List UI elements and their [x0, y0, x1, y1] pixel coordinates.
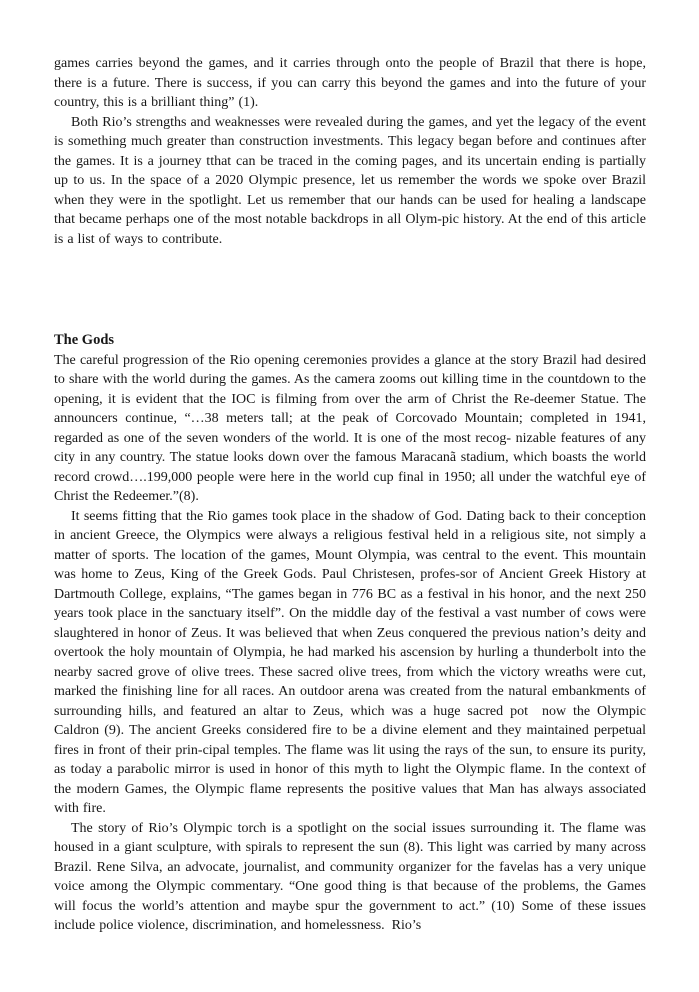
section-spacer	[54, 249, 646, 331]
paragraph-olympic-torch: The story of Rio’s Olympic torch is a spotlight on the social issues surrounding it. The flame was housed in a giant sculpture, with spirals to represent the sun (8). This light was carried by many across Brazil. Rene Silva, an advocate, journalist, and community organizer for the favelas has a very unique voice among the Olympic commentary. “One good thing is that because of the problems, the Games will focus the world’s attention and maybe spur the government to act.” (10) Some of these issues include police violence, discrimination, and homelessness. Rio’s	[54, 820, 646, 933]
paragraph-ancient-greece: It seems fitting that the Rio games took place in the shadow of God. Dating back to their conception in ancient Greece, the Olympics were always a religious festival held in a religious site, not simply a matter of sports. The location of the games, Mount Olympia, was central to the event. This mountain was home to Zeus, King of the Greek Gods. Paul Christesen, profes-sor of Ancient Greek History at Dartmouth College, explains, “The games began in 776 BC as a festival in his honor, and the next 250 years took place in the sanctuary itself”. On the middle day of the festival a vast number of cows were slaughtered in honor of Zeus. It was believed that when Zeus conquered the previous nation’s deity and overtook the holy mountain of Olympia, he had marked his ascension by hurling a thunderbolt into the nearby sacred grove of olive trees. These sacred olive trees, from which the victory wreaths were cut, marked the finishing line for all races. An outdoor arena was created from the natural embankments of surrounding hills, and featured an altar to Zeus, which was a huge sacred pot now the Olympic Caldron (9). The ancient Greeks considered fire to be a divine element and they maintained perpetual fires in front of their prin-cipal temples. The flame was lit using the rays of the sun, to ensure its purity, as today a parabolic mirror is used in honor of this myth to light the Olympic flame. In the context of the modern Games, the Olympic flame represents the positive values that Man has always associated with fire.	[54, 508, 646, 816]
paragraph-intro-continuation: games carries beyond the games, and it carries through onto the people of Brazil that there is hope, there is a future. There is success, if you can carry this beyond the games and into the future of your country, this is a brilliant thing” (1).	[54, 56, 646, 110]
paragraph-legacy: Both Rio’s strengths and weaknesses were revealed during the games, and yet the legacy of the event is something much greater than construction investments. This legacy began before and continues after the games. It is a journey tthat can be traced in the coming pages, and its uncertain ending is partially up to us. In the space of a 2020 Olympic presence, let us remember the words we spoke over Brazil when they were in the spotlight. Let us remember that our hands can be used for healing a landscape that became perhaps one of the most notable backdrops in all Olym-pic history. At the end of this article is a list of ways to contribute.	[54, 114, 646, 247]
paragraph-opening-ceremonies: The careful progression of the Rio opening ceremonies provides a glance at the story Brazil had desired to share with the world during the games. As the camera zooms out killing time in the countdown to the opening, it is evident that the IOC is filming from over the arm of Christ the Re-deemer Statue. The announcers continue, “…38 meters tall; at the peak of Corcovado Mountain; completed in 1941, regarded as one of the seven wonders of the world. It is one of the most recog- nizable features of any city in any country. The statue looks down over the famous Maracanã stadium, which boasts the world record crowd….199,000 people were here in the world cup final in 1950; all under the watchful eye of Christ the Redeemer.”(8).	[54, 352, 646, 504]
section-heading-the-gods: The Gods	[54, 332, 115, 348]
